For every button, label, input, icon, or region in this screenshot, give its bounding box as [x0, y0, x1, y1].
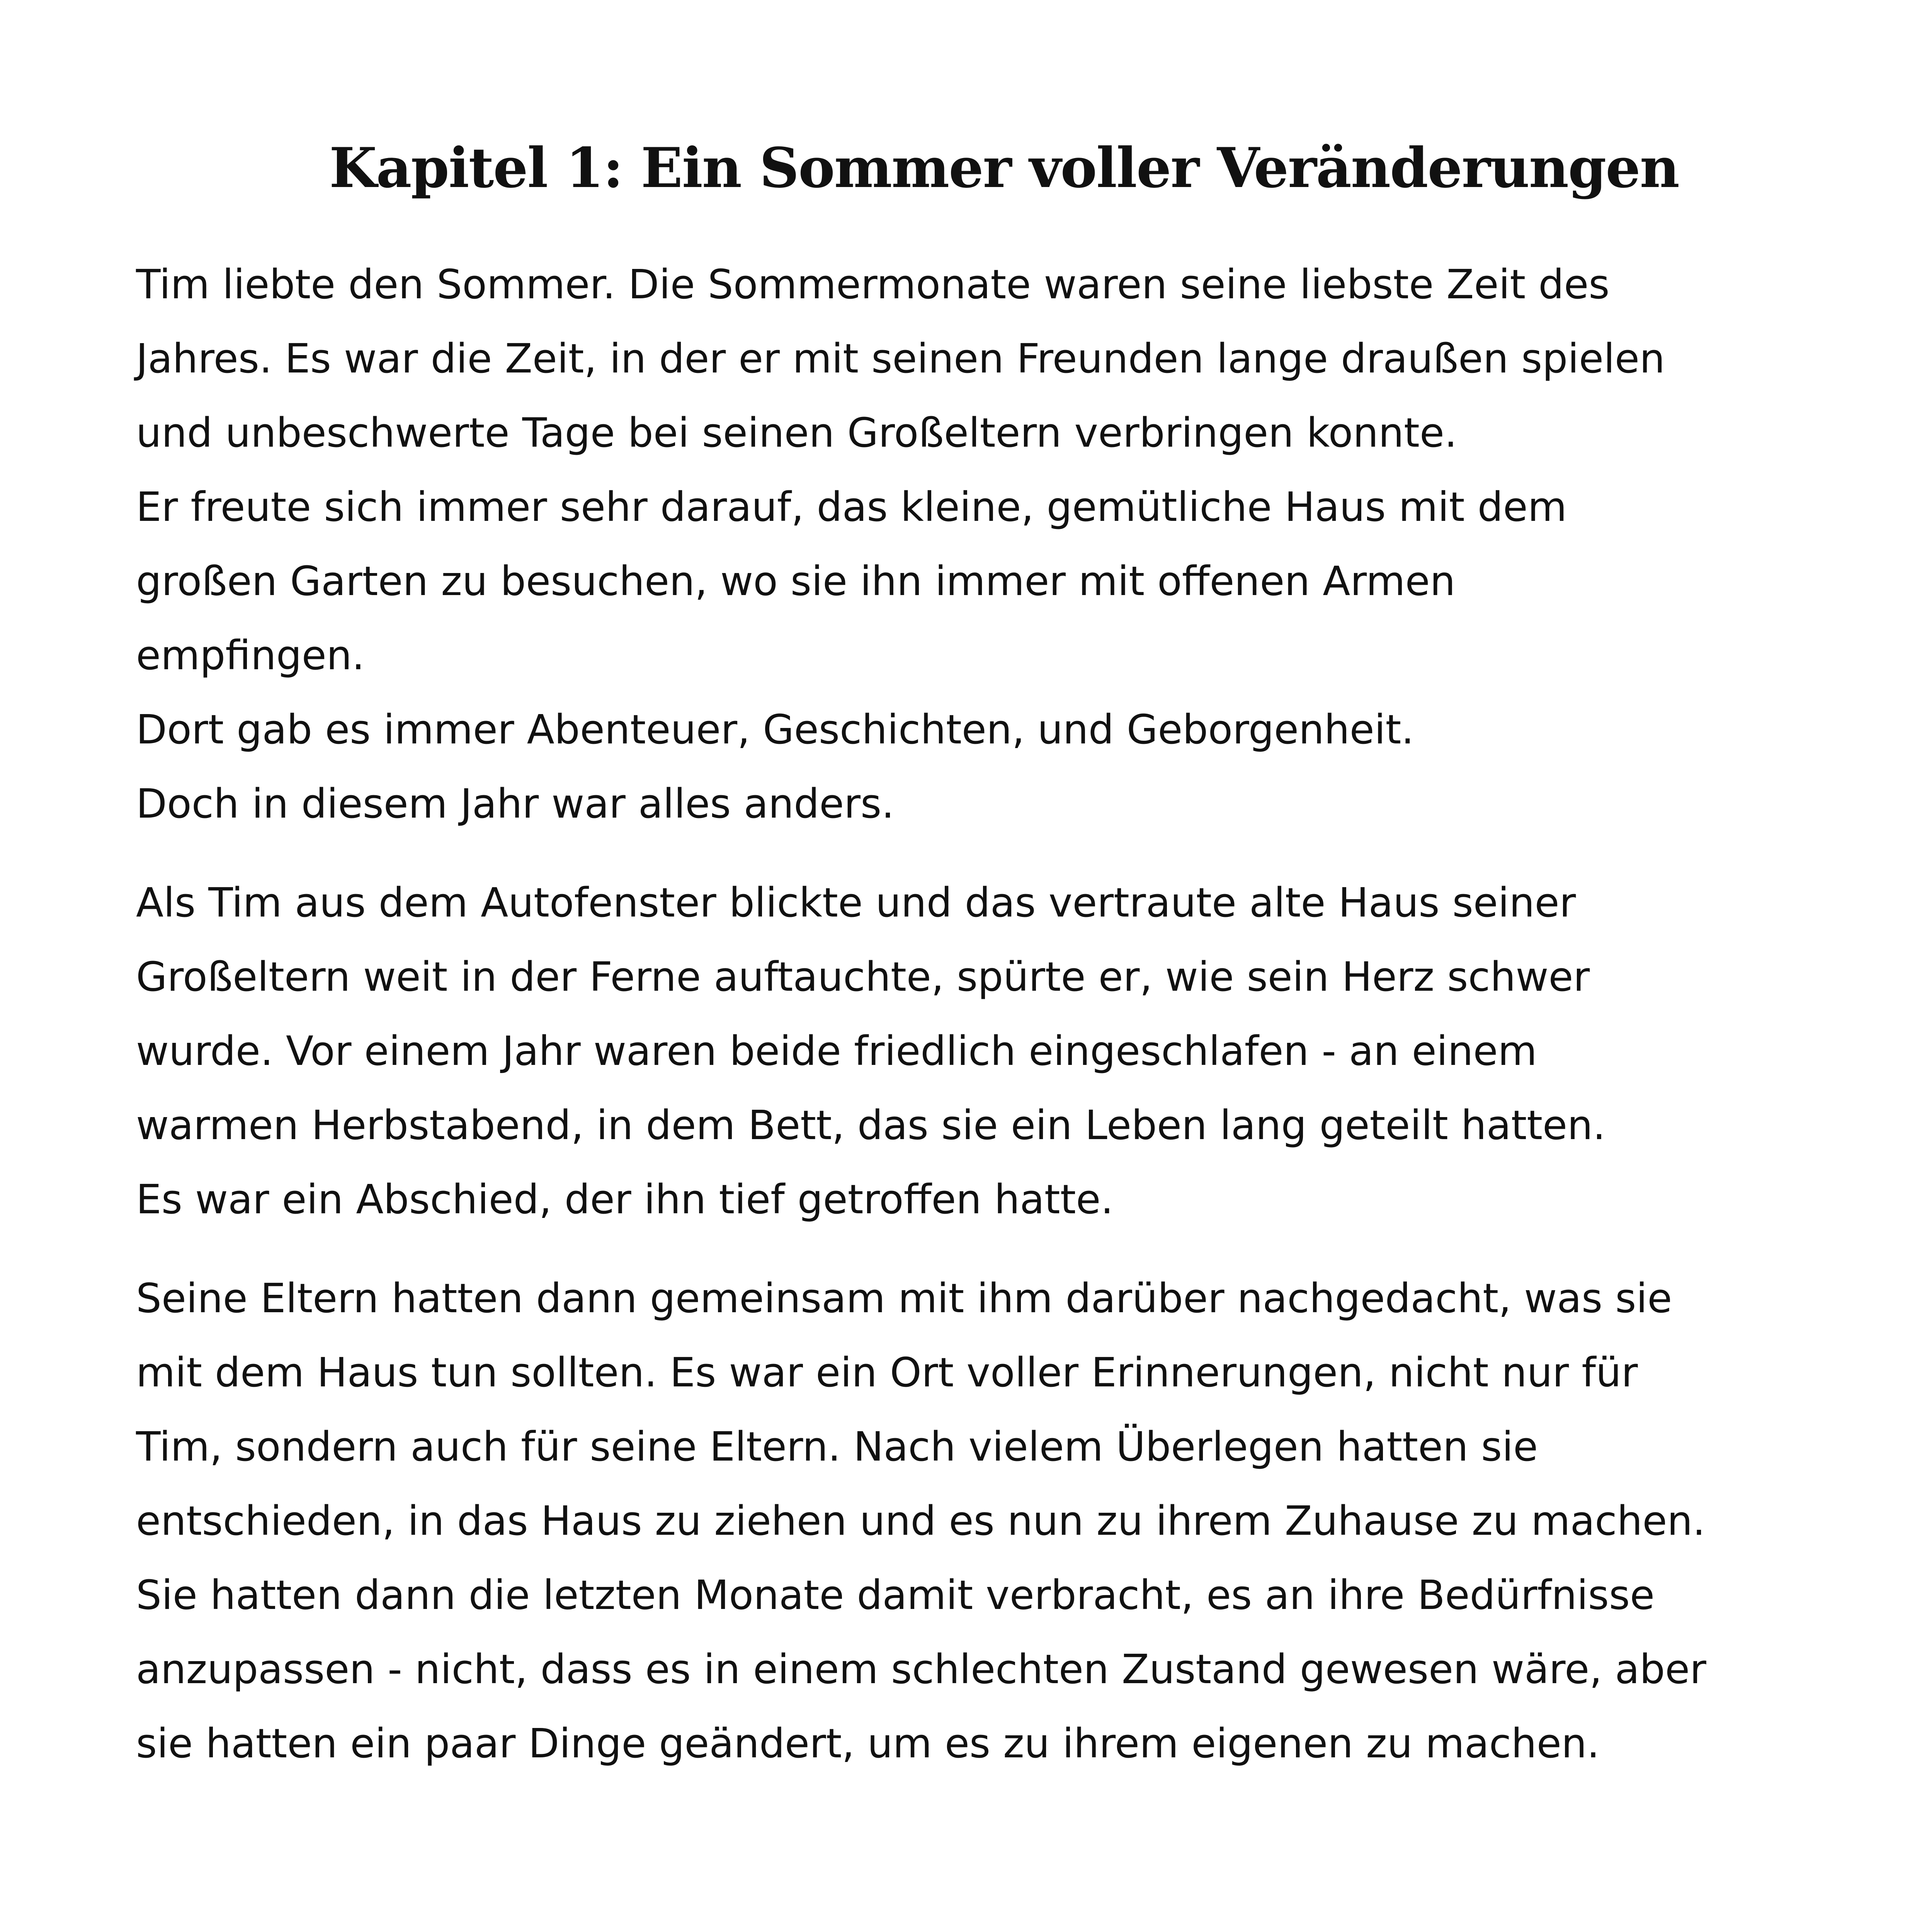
text-line: Er freute sich immer sehr darauf, das kleine, gemütliche Haus mit dem — [136, 483, 1567, 531]
text-line: Jahres. Es war die Zeit, in der er mit seinen Freunden lange draußen spielen — [136, 335, 1665, 382]
text-line: Als Tim aus dem Autofenster blickte und das vertraute alte Haus seiner — [136, 879, 1576, 926]
text-line: empfingen. — [136, 632, 365, 679]
text-line: sie hatten ein paar Dinge geändert, um es zu ihrem eigenen zu machen. — [136, 1720, 1600, 1767]
text-line: Seine Eltern hatten dann gemeinsam mit ihm darüber nachgedacht, was sie — [136, 1275, 1672, 1322]
text-line: großen Garten zu besuchen, wo sie ihn immer mit offenen Armen — [136, 558, 1456, 605]
text-line: Großeltern weit in der Ferne auftauchte, spürte er, wie sein Herz schwer — [136, 953, 1590, 1000]
text-line: Doch in diesem Jahr war alles anders. — [136, 780, 895, 827]
text-line: wurde. Vor einem Jahr waren beide friedlich eingeschlafen - an einem — [136, 1027, 1537, 1075]
paragraph-2 — [136, 866, 1883, 1236]
text-line: Dort gab es immer Abenteuer, Geschichten, und Geborgenheit. — [136, 706, 1414, 753]
chapter-body — [136, 247, 1883, 1805]
text-line: mit dem Haus tun sollten. Es war ein Ort voller Erinnerungen, nicht nur für — [136, 1349, 1638, 1396]
paragraph-1 — [136, 247, 1883, 841]
text-line: Sie hatten dann die letzten Monate damit verbracht, es an ihre Bedürfnisse — [136, 1571, 1655, 1619]
text-line: Tim, sondern auch für seine Eltern. Nach vielem Überlegen hatten sie — [136, 1423, 1538, 1470]
text-line: Es war ein Abschied, der ihn tief getroffen hatte. — [136, 1176, 1114, 1223]
text-line: anzupassen - nicht, dass es in einem schlechten Zustand gewesen wäre, aber — [136, 1646, 1706, 1693]
text-line: entschieden, in das Haus zu ziehen und es nun zu ihrem Zuhause zu machen. — [136, 1497, 1706, 1544]
chapter-title: Kapitel 1: Ein Sommer voller Veränderungen — [329, 136, 1679, 200]
text-line: und unbeschwerte Tage bei seinen Großeltern verbringen konnte. — [136, 409, 1457, 456]
text-line: warmen Herbstabend, in dem Bett, das sie ein Leben lang geteilt hatten. — [136, 1102, 1606, 1149]
text-line: Tim liebte den Sommer. Die Sommermonate waren seine liebste Zeit des — [136, 261, 1610, 308]
paragraph-3 — [136, 1261, 1883, 1781]
